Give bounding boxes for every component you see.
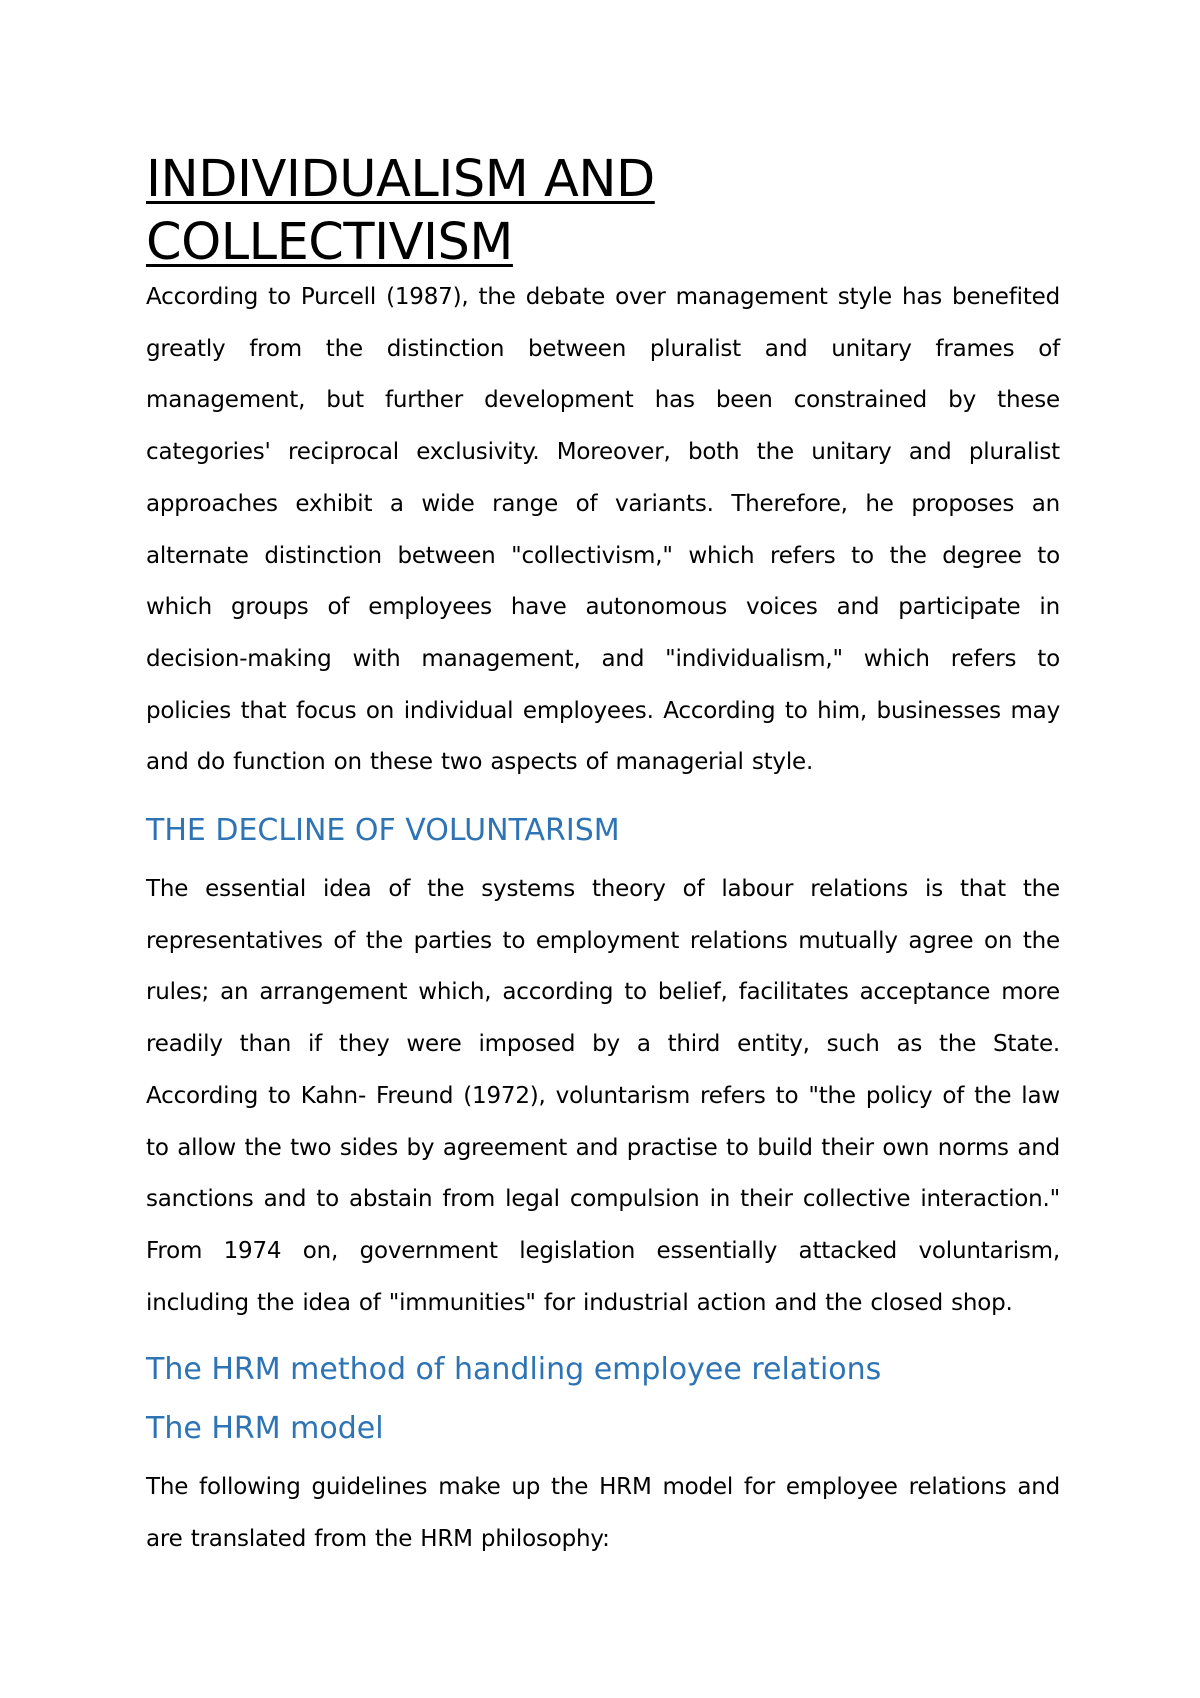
title-line-1: INDIVIDUALISM AND — [146, 150, 655, 209]
document-title — [146, 148, 1060, 274]
document-page — [146, 148, 1060, 1566]
heading-decline-of-voluntarism: THE DECLINE OF VOLUNTARISM — [146, 813, 620, 849]
heading-hrm-method: The HRM method of handling employee relations — [146, 1352, 882, 1388]
paragraph-individualism: According to Purcell (1987), the debate over management style has benefited greatly from the distinction between pluralist and unitary frames of management, but further development has been constrained by these categories' reciprocal exclusivity. Moreover, both the unitary and pluralist approaches exhibit a wide range of variants. Therefore, he proposes an alternate distinction between "collectivism," which refers to the degree to which groups of employees have autonomous voices and participate in decision-making with management, and "individualism," which refers to policies that focus on individual employees. According to him, businesses may and do function on these two aspects of managerial style. — [146, 284, 1060, 776]
paragraph-hrm-model: The following guidelines make up the HRM model for employee relations and are translated from the HRM philosophy: — [146, 1474, 1060, 1553]
title-line-2: COLLECTIVISM — [146, 213, 513, 272]
paragraph-voluntarism: The essential idea of the systems theory of labour relations is that the representatives of the parties to employment relations mutually agree on the rules; an arrangement which, according to belief, facilitates acceptance more readily than if they were imposed by a third entity, such as the State. According to Kahn- Freund (1972), voluntarism refers to "the policy of the law to allow the two sides by agreement and practise to build their own norms and sanctions and to abstain from legal compulsion in their collective interaction." From 1974 on, government legislation essentially attacked voluntarism, including the idea of "immunities" for industrial action and the closed shop. — [146, 876, 1060, 1316]
heading-hrm-model: The HRM model — [146, 1411, 384, 1447]
